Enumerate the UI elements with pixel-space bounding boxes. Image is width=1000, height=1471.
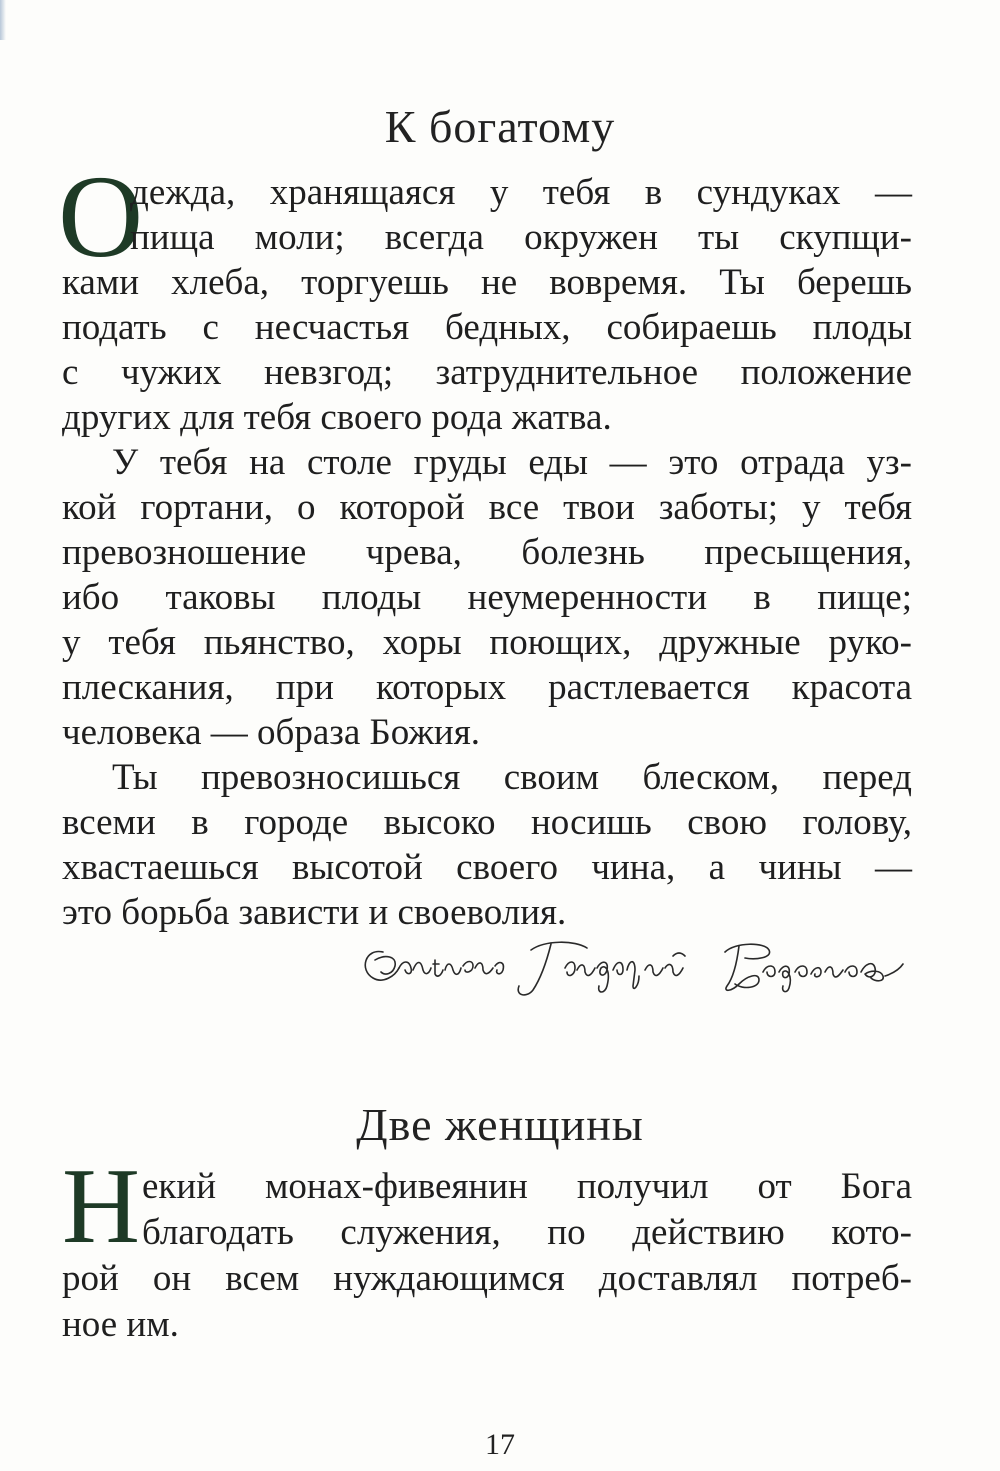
section-title-two-women: Две женщины — [356, 1099, 644, 1150]
paragraph-line: Ты превозносишься своим блеском, перед — [112, 757, 912, 798]
page-number: 17 — [485, 1428, 515, 1461]
paragraph-line: ками хлеба, торгуешь не вовремя. Ты берешь — [62, 262, 912, 303]
paragraph-line: хвастаешься высотой своего чина, а чины — — [62, 847, 912, 888]
paragraph-line: это борьба зависти и своеволия. — [62, 892, 567, 933]
paragraph-line: У тебя на столе груды еды — это отрада уз- — [112, 442, 912, 483]
paragraph-line: подать с несчастья бедных, собираешь плоды — [62, 307, 912, 348]
paragraph-line: человека — образа Божия. — [62, 712, 481, 753]
paragraph-line: дежда, хранящаяся у тебя в сундуках — — [130, 172, 912, 213]
paragraph-line: превозношение чрева, болезнь пресыщения, — [62, 532, 912, 573]
drop-cap-letter: О — [58, 151, 144, 282]
paragraph-line: всеми в городе высоко носишь свою голову, — [62, 802, 912, 843]
drop-cap-letter: Н — [62, 1147, 140, 1266]
section-title-to-the-rich: К богатому — [384, 101, 616, 152]
paragraph-line: рой он всем нуждающимся доставлял потреб- — [62, 1258, 912, 1299]
paragraph-line: кой гортани, о которой все твои заботы; у тебя — [62, 487, 912, 528]
paragraph-line: у тебя пьянство, хоры поющих, дружные руко- — [62, 622, 912, 663]
paragraph-line: благодать служения, по действию кото- — [142, 1212, 912, 1253]
paragraph-line: пища моли; всегда окружен ты скупщи- — [130, 217, 912, 258]
page-edge-shadow — [0, 0, 6, 40]
paragraph-line: плескания, при которых растлевается красота — [62, 667, 912, 708]
paragraph-line: екий монах-фивеянин получил от Бога — [142, 1166, 912, 1207]
paragraph-line: ибо таковы плоды неумеренности в пище; — [62, 577, 912, 618]
paragraph-line: ное им. — [62, 1304, 179, 1345]
handwritten-signature — [355, 930, 915, 1000]
paragraph-line: других для тебя своего рода жатва. — [62, 397, 612, 438]
paragraph-line: с чужих невзгод; затруднительное положение — [62, 352, 912, 393]
